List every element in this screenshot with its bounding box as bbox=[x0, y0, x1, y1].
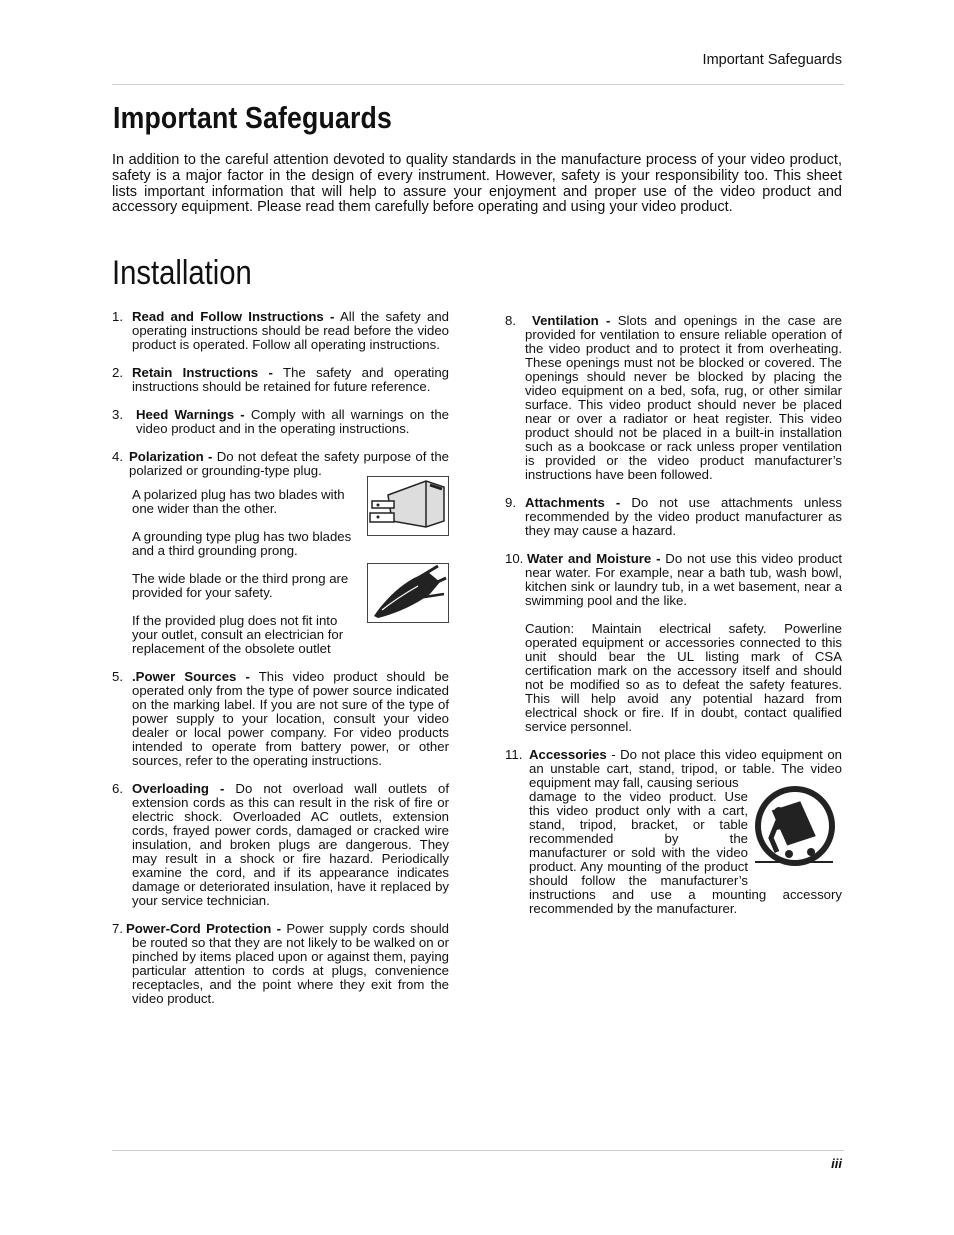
polarization-notes bbox=[132, 488, 449, 656]
item-text: Do not use this video product near water. For example, near a bath tub, wash bowl, kitchen sink or laundry tub, in a wet basement, near a swimming pool and the like. bbox=[525, 551, 842, 608]
item-number: 7. bbox=[112, 921, 123, 936]
list-item bbox=[505, 748, 842, 916]
item-text: All the safety and operating instructions should be read before the video product is operated. Follow all operating instructions. bbox=[132, 309, 449, 352]
list-item bbox=[112, 782, 449, 908]
section-title: Installation bbox=[112, 254, 252, 292]
item-number: 5. bbox=[112, 669, 123, 684]
list-item bbox=[112, 366, 449, 394]
item-title: Ventilation - bbox=[532, 313, 611, 328]
item-title: Accessories bbox=[529, 747, 607, 762]
page-number: iii bbox=[831, 1156, 842, 1171]
item-text-line: should follow the manufacturer’s bbox=[529, 873, 748, 888]
item-title: Polarization - bbox=[129, 449, 213, 464]
left-column bbox=[112, 310, 449, 1020]
item-text: - Do not place this video equipment on an unstable cart, stand, tripod, or table. The video equipment may fall, causing serious bbox=[529, 747, 842, 790]
item-title: Power-Cord Protection - bbox=[126, 921, 282, 936]
list-item bbox=[112, 450, 449, 478]
running-header: Important Safeguards bbox=[702, 52, 842, 68]
footer-divider bbox=[112, 1150, 844, 1151]
item-text-line: recommended by the bbox=[529, 831, 748, 846]
polarized-plug-image bbox=[367, 476, 449, 536]
page-title: Important Safeguards bbox=[113, 100, 392, 135]
item-text-line: product. Any mounting of the product bbox=[529, 859, 748, 874]
note-text: A polarized plug has two blades with one wider than the other. bbox=[132, 487, 345, 516]
item-number: 10. bbox=[505, 551, 524, 566]
item-text: Do not defeat the safety purpose of the polarized or grounding-type plug. bbox=[129, 449, 450, 478]
item-title: Read and Follow Instructions - bbox=[132, 309, 335, 324]
list-item bbox=[505, 496, 842, 538]
item-number: 9. bbox=[505, 495, 516, 510]
list-item bbox=[112, 408, 449, 436]
item-number: 1. bbox=[112, 309, 123, 324]
item-title: Overloading - bbox=[132, 781, 225, 796]
item-text-line: manufacturer or sold with the video bbox=[529, 845, 748, 860]
item-number: 6. bbox=[112, 781, 123, 796]
item-text: This video product should be operated only from the type of power source indicated on the marking label. If you are not sure of the type of power supply to your location, consult your video dealer or local power company. For video products intended to operate from battery power, or other sources, refer to the operating instructions. bbox=[132, 669, 449, 768]
item-title: Attachments - bbox=[525, 495, 621, 510]
right-column bbox=[505, 314, 842, 930]
item-text: Do not use attachments unless recommended by the video product manufacturer as they may cause a hazard. bbox=[525, 495, 842, 538]
item-text-line: this video product only with a cart, bbox=[529, 803, 748, 818]
note-text: A grounding type plug has two blades and a third grounding prong. bbox=[132, 529, 352, 558]
item-text-line: damage to the video product. Use bbox=[529, 789, 748, 804]
header-divider bbox=[112, 84, 844, 85]
list-item bbox=[505, 314, 842, 482]
item-text-line: stand, tripod, bracket, or table bbox=[529, 817, 748, 832]
item-text: Power supply cords should be routed so that they are not likely to be walked on or pinched by items placed upon or against them, paying particular attention to cords at plugs, convenience receptacles, and the point where they exit from the video product. bbox=[132, 921, 450, 1006]
intro-paragraph: In addition to the careful attention devoted to quality standards in the manufacture process of your video product, safety is a major factor in the design of every instrument. However, safety is your responsibility too. This sheet lists important information that will help to assure your enjoyment and proper use of the video product and accessory equipment. Please read them carefully before operating and using your video product. bbox=[112, 152, 842, 216]
note-text: The wide blade or the third prong are provided for your safety. bbox=[132, 571, 349, 600]
item-text: instructions and use a mounting accessory recommended by the manufacturer. bbox=[529, 887, 842, 916]
item-text: The safety and operating instructions should be retained for future reference. bbox=[132, 365, 449, 394]
item-number: 3. bbox=[112, 407, 123, 422]
list-item bbox=[112, 310, 449, 352]
item-text: Do not overload wall outlets of extension cords as this can result in the risk of fire or electric shock. Overloaded AC outlets, extension cords, frayed power cords, damaged or cracked wire insulation, and broken plugs are dangerous. They may result in a shock or fire hazard. Periodically examine the cord, and if its appearance indicates damage or deteriorated insulation, have it replaced by your service technician. bbox=[132, 781, 449, 908]
item-number: 11. bbox=[505, 747, 523, 762]
list-item bbox=[505, 552, 842, 734]
item-text: Comply with all warnings on the video product and in the operating instructions. bbox=[136, 407, 449, 436]
item-title: Heed Warnings - bbox=[136, 407, 245, 422]
item-number: 8. bbox=[505, 313, 516, 328]
list-item bbox=[112, 922, 449, 1006]
item-title: .Power Sources - bbox=[132, 669, 250, 684]
caution-text: Caution: Maintain electrical safety. Powerline operated equipment or accessories connected to this unit should bear the UL listing mark of CSA certification mark on the accessory itself and should not be modified so as to defeat the safety features. This will help avoid any potential hazard from electrical shock or fire. If in doubt, contact qualified service personnel. bbox=[525, 621, 842, 734]
item-number: 4. bbox=[112, 449, 123, 464]
list-item bbox=[112, 670, 449, 768]
item-text: Slots and openings in the case are provided for ventilation to ensure reliable operation of the video product and to protect it from overheating. These openings must not be blocked or covered. The openings should never be blocked by placing the video equipment on a bed, sofa, rug, or other similar surface. This video product should never be placed near or over a radiator or heat register. This video product should not be placed in a built-in installation such as a bookcase or rack unless proper ventilation is provided or the video product manufacturer’s instructions have been followed. bbox=[525, 313, 842, 482]
item-number: 2. bbox=[112, 365, 123, 380]
cart-warning-icon bbox=[749, 782, 841, 874]
note-text: If the provided plug does not fit into your outlet, consult an electrician for replacement of the obsolete outlet bbox=[132, 613, 344, 656]
item-title: Retain Instructions - bbox=[132, 365, 273, 380]
grounding-plug-image bbox=[367, 563, 449, 623]
item-title: Water and Moisture - bbox=[527, 551, 661, 566]
